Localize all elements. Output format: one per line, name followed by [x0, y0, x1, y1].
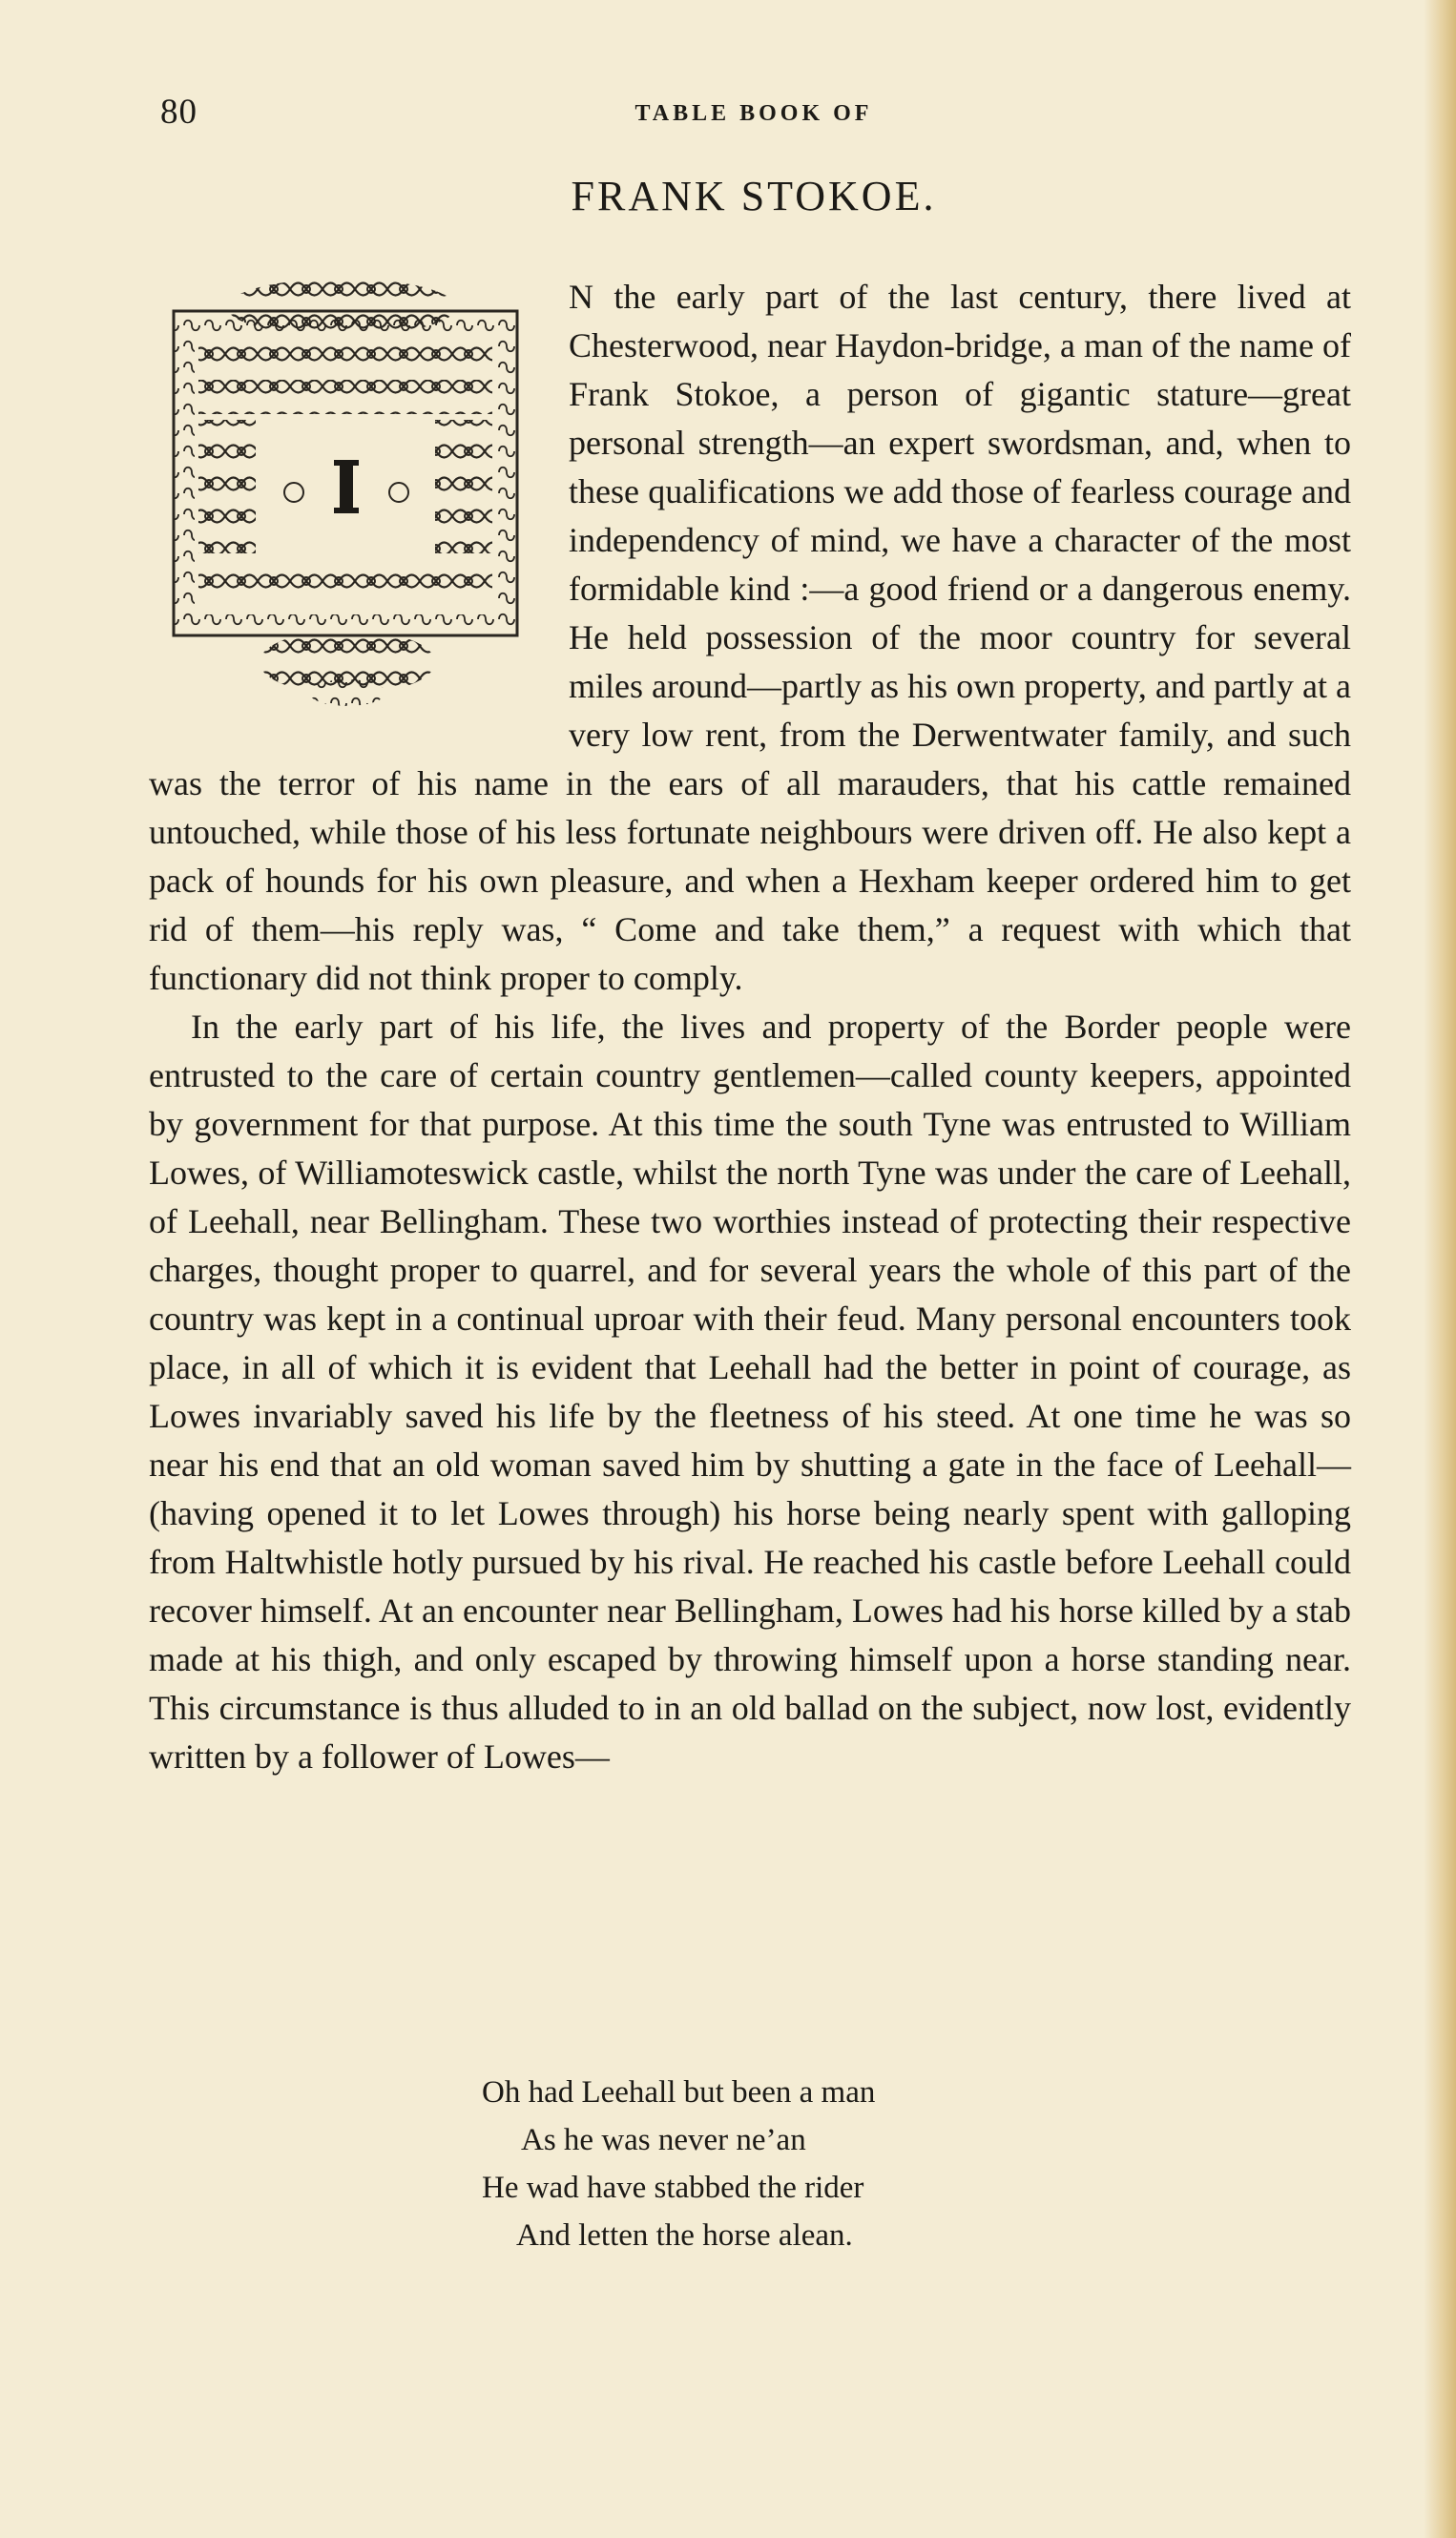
verse-line: Oh had Leehall but been a man — [482, 2075, 876, 2110]
verse-line: As he was never ne’an — [521, 2123, 806, 2157]
drop-cap-ornament-icon — [160, 273, 551, 712]
article-body — [149, 273, 1351, 1781]
paragraph: In the early part of his life, the lives and property of the Border people were entrusted to the care of certain country gentlemen—called county keepers, appointed by government for that purpose. At this time the south Tyne was entrusted to William Lowes, of Williamoteswick castle, whilst the north Tyne was under the care of Leehall, of Leehall, near Bellingham. These two worthies instead of protecting their respective charges, thought proper to quarrel, and for several years the whole of this part of the country was kept in a continual uproar with their feud. Many personal encounters took place, in all of which it is evident that Leehall had the better in point of courage, as Lowes invariably saved his life by the fleetness of his steed. At one time he was so near his end that an old woman saved him by shutting a gate in the face of Leehall—(having opened it to let Lowes through) his horse being nearly spent with galloping from Haltwhistle hotly pursued by his rival. He reached his castle before Leehall could recover himself. At an encounter near Bellingham, Lowes had his horse killed by a stab made at his thigh, and only escaped by throwing himself upon a horse standing near. This circumstance is thus alluded to in an old ballad on the subject, now lost, evidently written by a follower of Lowes— — [149, 1008, 1351, 1776]
article-title: FRANK STOKOE. — [571, 173, 937, 219]
page-number: 80 — [160, 93, 198, 132]
verse-line: He wad have stabbed the rider — [482, 2171, 864, 2205]
verse-line: And letten the horse alean. — [516, 2218, 853, 2253]
ornamental-drop-cap — [160, 273, 551, 712]
running-head — [153, 92, 1355, 134]
paragraph: N the early part of the last century, there lived at Chesterwood, near Haydon-bridge, a man of the name of Frank Stokoe, a person of gigantic stature—great personal strength—an expert swordsman, and, when to these qualifications we add those of fearless courage and independency of mind, we have a character of the most formidable kind :—a good friend or a dangerous enemy. He held possession of the moor country for several miles around—partly as his own property, and partly at a very low rent, from the Derwentwater family, and such was the terror of his name in the ears of all marauders, that his cattle remained untouched, while those of his less fortunate neighbours were driven off. He also kept a pack of hounds for his own pleasure, and when a Hexham keeper ordered him to get rid of them—his reply was, “ Come and take them,” a request with which that functionary did not think proper to comply. — [149, 278, 1351, 997]
running-title: TABLE BOOK OF — [634, 101, 873, 126]
ballad-verse — [0, 2069, 1456, 2259]
